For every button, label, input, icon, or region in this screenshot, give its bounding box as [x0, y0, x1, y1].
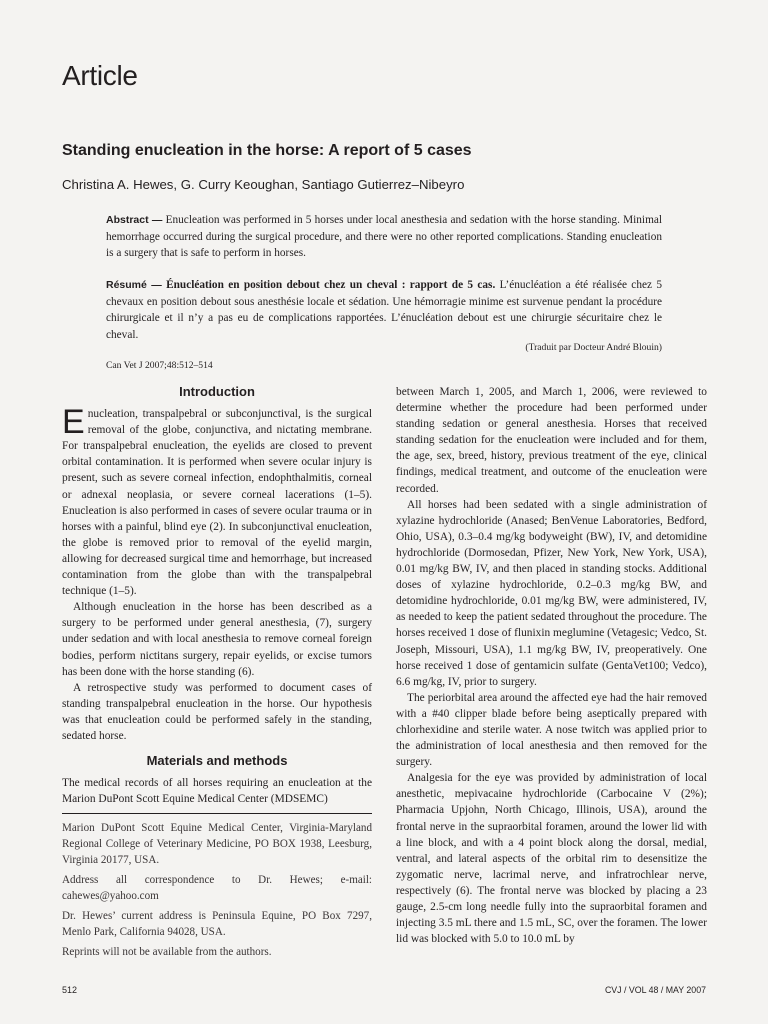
- section-label: Article: [62, 60, 138, 91]
- citation: Can Vet J 2007;48:512–514: [106, 360, 213, 371]
- author-affiliations: [62, 813, 372, 960]
- correspondence: Address all correspondence to Dr. Hewes; e-mail: cahewes@yahoo.com: [62, 874, 372, 903]
- resume-heading: Énucléation en position debout chez un cheval : rapport de 5 cas.: [161, 279, 496, 291]
- intro-paragraph-1-text: nucleation, transpalpebral or subconjunctival, is the surgical removal of the globe, conjunctiva, and nictating membrane. For transpalpebral enucleation, the eyelids are closed to prevent orbital contamination. It is performed when severe ocular injury is present, such as severe corneal infection, endophthalmitis, corneal or adnexal neoplasia, or severe corneal lacerations (1–5). Enucleation is also performed in cases of severe ocular trauma or in horses with a painful, blind eye (2). In subconjunctival enucleation, the globe is removed prior to removal of the eyelid margin, allowing for decreased surgical time and hemorrhage, but increased contamination from the globe than with the transpalpebral technique (1–5).: [62, 408, 372, 598]
- resume-label: Résumé —: [106, 279, 162, 291]
- intro-paragraph-2: Although enucleation in the horse has been described as a surgery to be performed under general anesthesia, (7), surgery under sedation and with local anesthesia to remove corneal foreign bodies, perform nictitans surgery, repair eyelids, or excise tumors has been done with the horse standing (6).: [62, 601, 372, 678]
- methods-heading: Materials and methods: [146, 753, 288, 769]
- drop-cap: E: [62, 403, 85, 442]
- journal-reference: CVJ / VOL 48 / MAY 2007: [604, 985, 706, 995]
- abstract-label: Abstract —: [106, 214, 163, 226]
- right-column: [396, 384, 707, 947]
- resume-text: L’énucléation a été réalisée chez 5 chevaux en position debout sous anesthésie locale et sédation. Une hémorragie minime est survenue pendant la procédure chirurgicale et il n’y a pas eu de complications rapportées. L’énucléation debout est une chirurgie sécuritaire chez le cheval.: [106, 279, 662, 341]
- methods-paragraph-3: The periorbital area around the affected eye had the hair removed with a #40 clipper blade before being aseptically prepared with chlorhexidine and sterile water. A nose twitch was applied prior to the administration of local anesthesia and then removed for the surgery.: [396, 691, 707, 769]
- left-column: [62, 384, 372, 964]
- abstract: [106, 212, 662, 262]
- intro-paragraph-1: [62, 403, 372, 599]
- introduction-heading: Introduction: [179, 384, 255, 399]
- methods-paragraph-2: All horses had been sedated with a single administration of xylazine hydrochloride (Anased; BenVenue Laboratories, Bedford, Ohio, USA), 0.3–0.4 mg/kg bodyweight (BW), IV, and detomidine hydrochloride (Dormosedan, Pfizer, New York, New York, USA), 0.01 mg/kg BW, IV, and then placed in standing stocks. Additional doses of xylazine hydrochloride, 0.2–0.3 mg/kg BW, and detomidine hydrochloride, 0.01 mg/kg BW, were administered, IV, as needed to keep the patient sedated throughout the procedure. The horses received 1 dose of flunixin meglumine (Vetagesic; Vedco, St. Joseph, Missouri, USA), 1.1 mg/kg BW, IV, preoperatively. One horse received 1 dose of gentamicin sulfate (GentaVet100; Vedco), 6.6 mg/kg, IV, prior to surgery.: [396, 498, 707, 688]
- methods-paragraph-4: Analgesia for the eye was provided by administration of local anesthetic, mepivacaine hydrochloride (Carbocaine V (2%); Pharmacia Upjohn, North Chicago, Illinois, USA), around the frontal nerve in the supraorbital foramen, around the lower lid with a line block, and with a 4 point block along the dorsal, medial, ventral, and lateral aspects of the orbital rim to desensitize the zygomatic nerve, lacrimal nerve, and infratrochlear nerve, respectively (6). The frontal nerve was blocked by placing a 23 gauge, 2.5-cm long needle fully into the supraorbital foramen and injecting 3.5 mL there and 1.5 mL, SC, over the foramen. The lower lid was blocked with 5.0 to 10.0 mL by: [396, 772, 707, 946]
- reprints-note: Reprints will not be available from the authors.: [62, 946, 272, 959]
- methods-paragraph-1-cont: between March 1, 2005, and March 1, 2006, were reviewed to determine whether the procedure had been performed under standing sedation or general anesthesia. Horses that received standing sedation for the enucleation were included and for them, the age, sex, breed, history, previous treatment of the eye, clinical findings, medical treatment, and outcome of the enucleation were recorded.: [396, 386, 707, 495]
- resume: [106, 277, 662, 343]
- article-title: Standing enucleation in the horse: A report of 5 cases: [62, 142, 472, 159]
- methods-paragraph-1: The medical records of all horses requiring an enucleation at the Marion DuPont Scott Equine Medical Center (MDSEMC): [62, 777, 372, 806]
- abstract-text: Enucleation was performed in 5 horses under local anesthesia and sedation with the horse standing. Minimal hemorrhage occurred during the surgical procedure, and there were no other reported complications. Standing enucleation is a surgery that is safe to perform in horses.: [106, 214, 663, 260]
- affiliation: Marion DuPont Scott Equine Medical Center, Virginia-Maryland Regional College of Veterinary Medicine, PO BOX 1938, Leesburg, Virginia 20177, USA.: [62, 822, 372, 867]
- translator-credit: (Traduit par Docteur André Blouin): [525, 342, 662, 353]
- intro-paragraph-3: A retrospective study was performed to document cases of standing transpalpebral enucleation in the horse. Our hypothesis was that enucleation could be performed safely in the standing, sedated horse.: [62, 681, 372, 742]
- author-list: Christina A. Hewes, G. Curry Keoughan, Santiago Gutierrez–Nibeyro: [62, 177, 465, 192]
- current-address: Dr. Hewes’ current address is Peninsula Equine, PO Box 7297, Menlo Park, California 94028, USA.: [62, 910, 372, 939]
- page-number: 512: [62, 985, 78, 995]
